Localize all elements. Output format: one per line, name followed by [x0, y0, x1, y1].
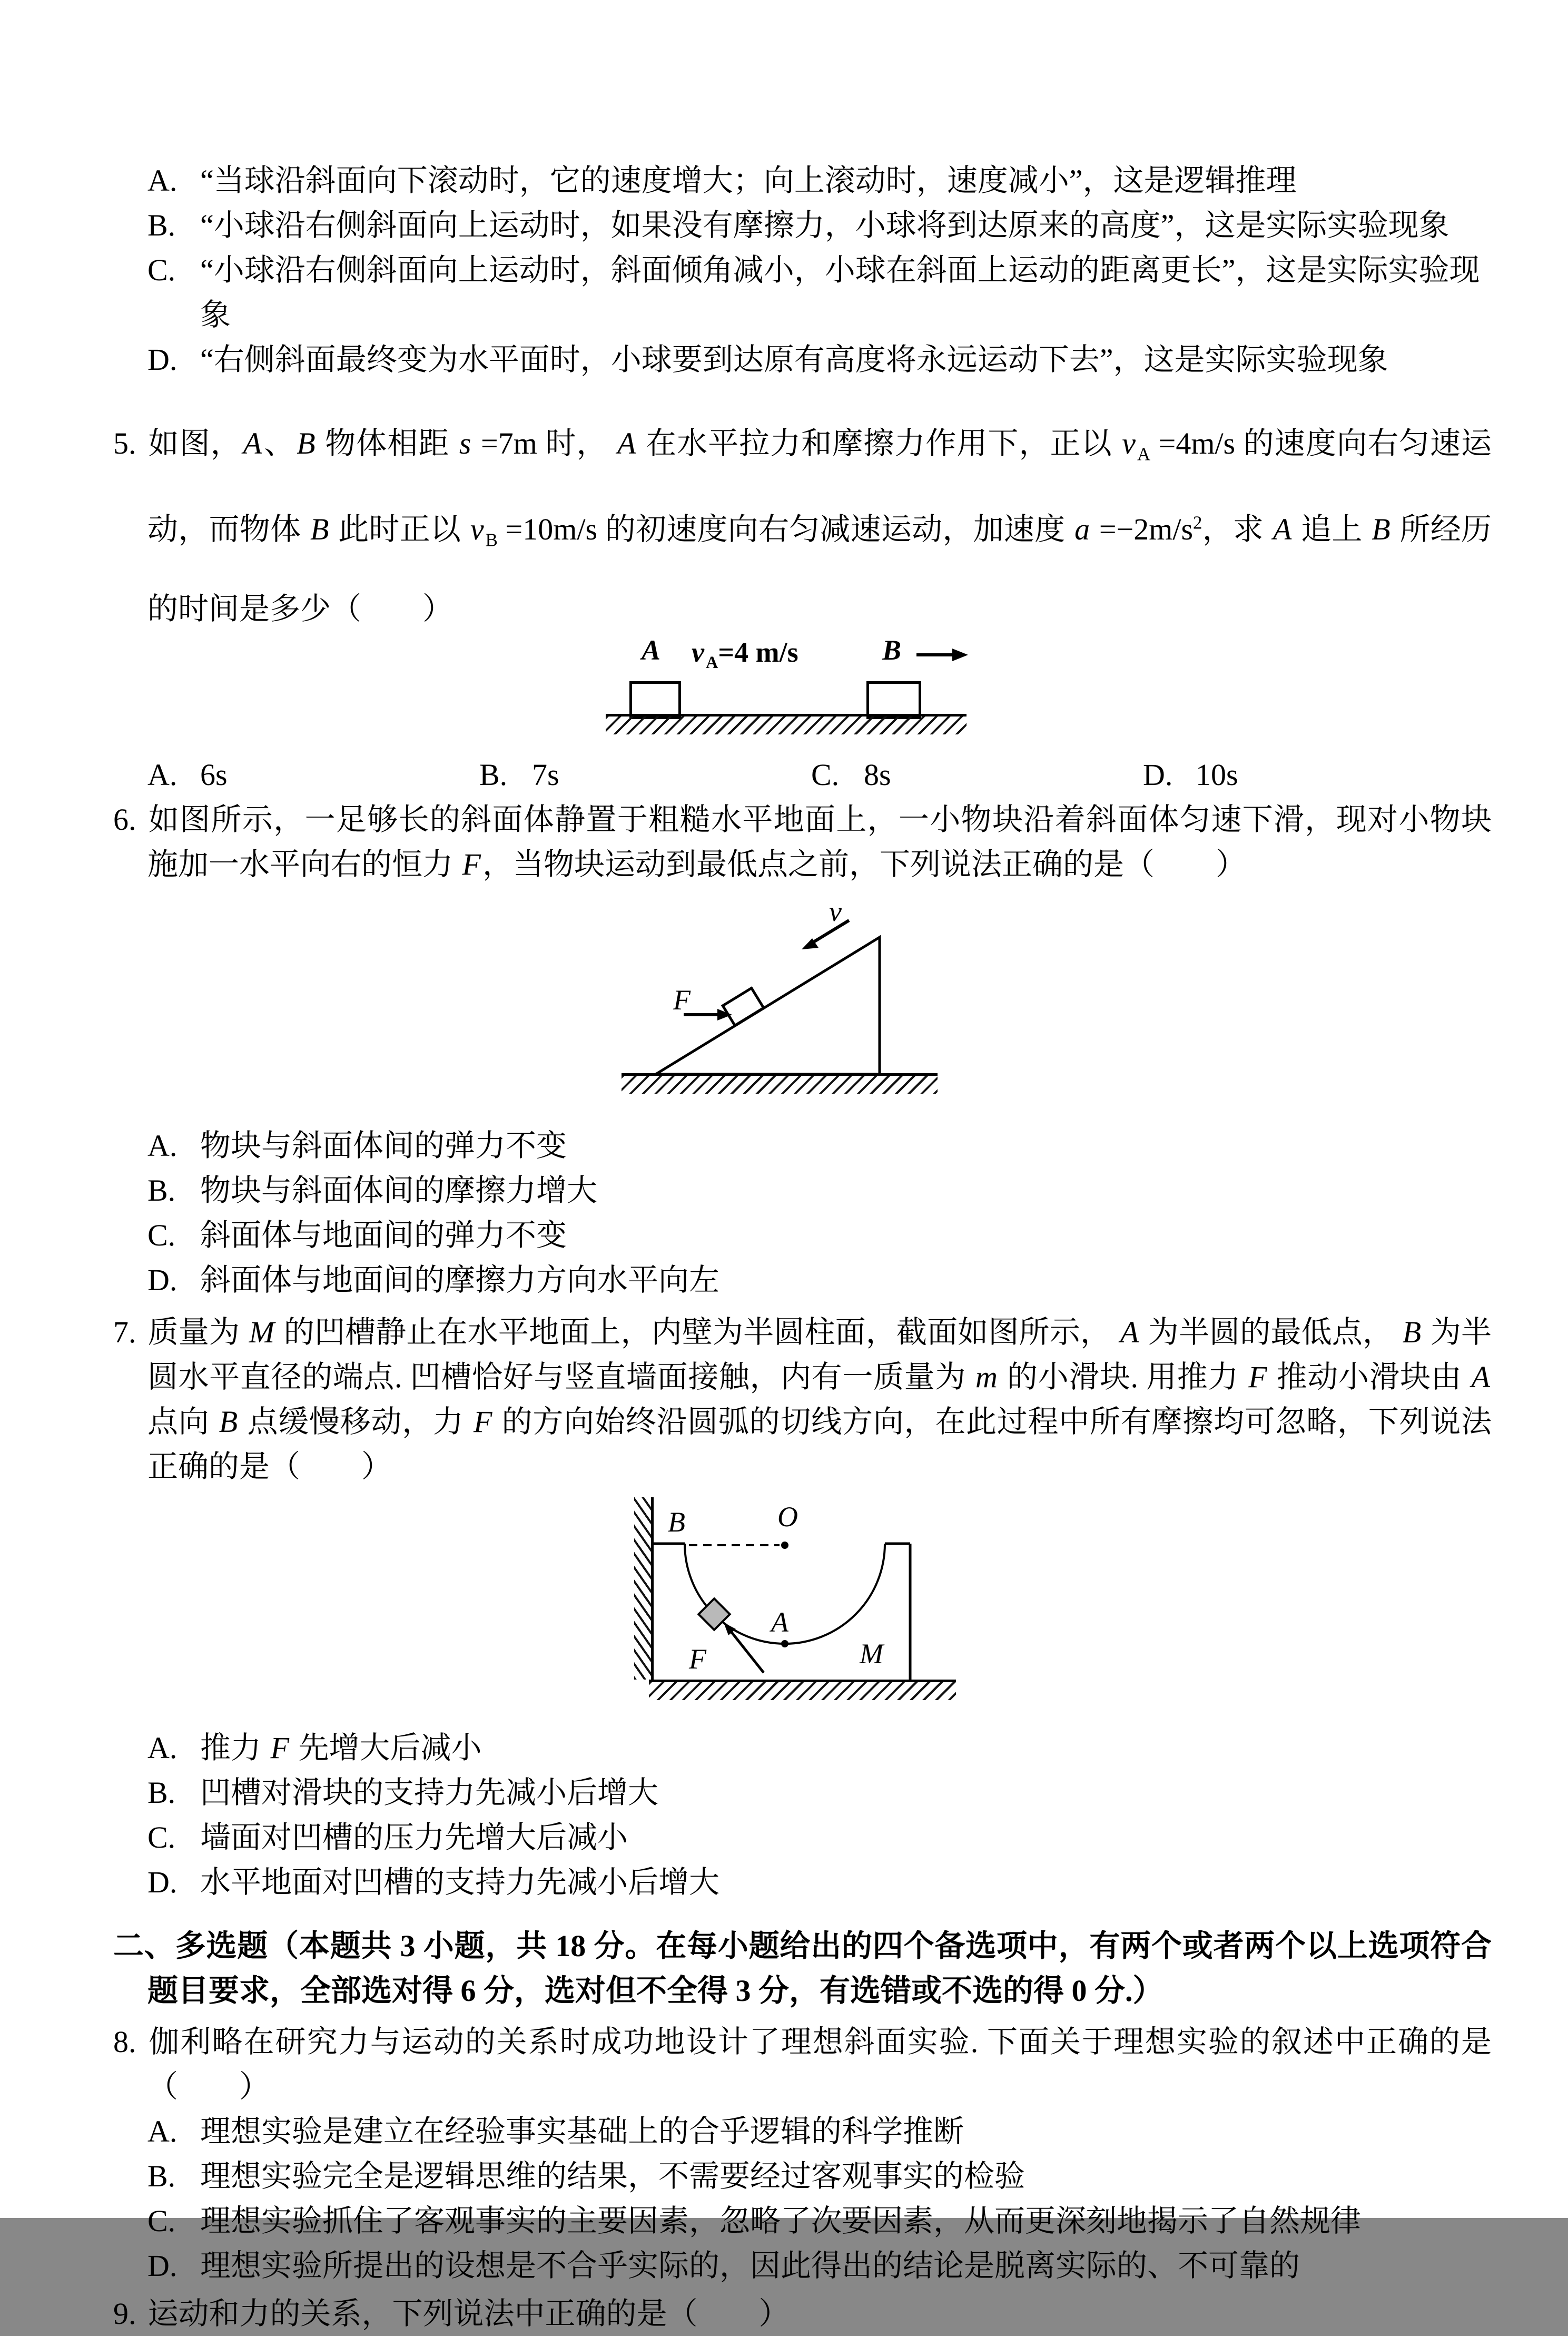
question-8 [113, 2019, 1492, 2288]
question-number: 6. [113, 802, 136, 837]
question-number: 8. [113, 2024, 136, 2059]
force-label: F [673, 984, 691, 1016]
q7-option-b [113, 1770, 1492, 1815]
option-label: B. [147, 2158, 176, 2193]
q8-options [113, 2109, 1492, 2288]
option-text: 6s [200, 757, 228, 792]
option-text: 7s [532, 757, 559, 792]
option-text: 物块与斜面体间的摩擦力增大 [200, 1173, 598, 1208]
option-text: 墙面对凹槽的压力先增大后减小 [200, 1820, 628, 1854]
option-text: 理想实验所提出的设想是不合乎实际的，因此得出的结论是脱离实际的、不可靠的 [200, 2248, 1300, 2283]
option-text: 10s [1196, 757, 1238, 792]
question-9 [113, 2291, 1492, 2336]
option-label: C. [147, 2203, 176, 2238]
center-point-o [781, 1542, 788, 1549]
q7-text [113, 1310, 1492, 1489]
q7-option-c [113, 1815, 1492, 1860]
option-text: 水平地面对凹槽的支持力先减小后增大 [200, 1864, 720, 1899]
option-text: 8s [864, 757, 891, 792]
point-b-label: B [668, 1506, 685, 1538]
option-text: 凹槽对滑块的支持力先减小后增大 [200, 1775, 659, 1810]
option-label: A. [147, 757, 177, 792]
option-text: 理想实验抓住了客观事实的主要因素，忽略了次要因素，从而更深刻地揭示了自然规律 [200, 2203, 1362, 2238]
ground-hatching [606, 714, 967, 734]
option-label: B. [479, 757, 508, 792]
figure-q5 [600, 635, 969, 748]
question-body: 如图，A、B 物体相距 s =7m 时， A 在水平拉力和摩擦力作用下，正以 $v_A =4m/s$ 的速度向右匀速运动，而物体 B 此时正以 $v_B =10m/s$ 的初速度向右匀减速运动，加速度 $a =-2m/s^2$，求 A 追上 B 所经历的时间是多少（ ） [147, 426, 1492, 626]
option-label: C. [147, 253, 176, 287]
lowest-point-a [781, 1640, 788, 1647]
q5-option-a [147, 752, 479, 797]
option-label: A. [147, 2114, 177, 2148]
option-label: D. [1143, 757, 1173, 792]
q6-text [113, 797, 1492, 887]
q5-option-c [811, 752, 1143, 797]
option-label: C. [147, 1820, 176, 1854]
option-label: C. [147, 1218, 176, 1252]
question-number: 7. [113, 1314, 136, 1349]
figure-q7 [606, 1491, 964, 1720]
question-5 [113, 409, 1492, 797]
q7-option-d [113, 1860, 1492, 1905]
vertical-wall [651, 1497, 654, 1682]
q6-option-b [113, 1168, 1492, 1213]
option-text: 物块与斜面体间的弹力不变 [200, 1128, 567, 1163]
ground-hatching [649, 1680, 956, 1700]
option-label: A. [147, 1128, 177, 1163]
option-label: A. [147, 1730, 177, 1765]
option-text: “小球沿右侧斜面向上运动时，斜面倾角减小，小球在斜面上运动的距离更长”，这是实际实验现象 [200, 253, 1480, 332]
q8-option-d [113, 2243, 1492, 2288]
q4-option-d [113, 337, 1492, 382]
q4-option-b [113, 203, 1492, 248]
q8-option-c [113, 2198, 1492, 2243]
section-2-header [113, 1923, 1492, 2013]
question-7 [113, 1310, 1492, 1905]
push-force-arrow-icon [724, 1623, 764, 1673]
option-label: D. [147, 2248, 177, 2283]
option-label: B. [147, 1775, 176, 1810]
q6-option-a [113, 1123, 1492, 1168]
question-body: 如图所示，一足够长的斜面体静置于粗糙水平地面上，一小物块沿着斜面体匀速下滑，现对小物块施加一水平向右的恒力 F，当物块运动到最低点之前，下列说法正确的是（ ） [147, 802, 1492, 881]
ground-hatching [622, 1073, 938, 1094]
option-label: B. [147, 208, 176, 242]
question-body: 伽利略在研究力与运动的关系时成功地设计了理想斜面实验. 下面关于理想实验的叙述中正确的是（ ） [147, 2024, 1492, 2104]
q7-options [113, 1725, 1492, 1905]
q6-options [113, 1123, 1492, 1302]
option-text: 理想实验完全是逻辑思维的结果，不需要经过客观事实的检验 [200, 2158, 1025, 2193]
q8-option-a [113, 2109, 1492, 2154]
option-label: A. [147, 163, 177, 198]
section-number: 二、 [113, 1928, 175, 1963]
option-text: “当球沿斜面向下滚动时，它的速度增大；向上滚动时，速度减小”，这是逻辑推理 [200, 163, 1297, 198]
question-body: 质量为 M 的凹槽静止在水平地面上，内壁为半圆柱面，截面如图所示， A 为半圆的最低点， B 为半圆水平直径的端点. 凹槽恰好与竖直墙面接触，内有一质量为 m 的小滑块. 用推力 F 推动小滑块由 A 点向 B 点缓慢移动，力 F 的方向始终沿圆弧的切线方向，在此过程中所有摩擦均可忽略，下列说法正确的是（ ） [147, 1314, 1492, 1484]
option-text: “小球沿右侧斜面向上运动时，如果没有摩擦力，小球将到达原来的高度”，这是实际实验现象 [200, 208, 1449, 242]
block-on-incline [723, 988, 764, 1025]
question4-options [113, 158, 1492, 382]
q5-option-b [479, 752, 811, 797]
q8-option-b [113, 2154, 1492, 2198]
motion-arrow-icon [916, 649, 968, 661]
groove-mass-label: M [860, 1637, 883, 1670]
wall-hatching [634, 1497, 651, 1680]
option-text: “右侧斜面最终变为水平面时，小球要到达原有高度将永远运动下去”，这是实际实验现象 [200, 342, 1388, 377]
force-label: F [689, 1643, 706, 1675]
option-label: D. [147, 1864, 177, 1899]
option-text: 斜面体与地面间的摩擦力方向水平向左 [200, 1262, 720, 1297]
point-a-label: A [771, 1606, 788, 1638]
q5-text [113, 409, 1492, 643]
option-label: D. [147, 1262, 177, 1297]
section-title: 多选题（本题共 3 小题，共 18 分。在每小题给出的四个备选项中，有两个或者两个以上选项符合题目要求，全部选对得 6 分，选对但不全得 3 分，有选错或不选的得 0 分.） [147, 1928, 1492, 2008]
q8-text [113, 2019, 1492, 2109]
block-b-label: B [882, 634, 902, 666]
q4-option-c [113, 248, 1492, 337]
option-text: 斜面体与地面间的弹力不变 [200, 1218, 567, 1252]
q6-option-c [113, 1213, 1492, 1258]
q4-option-a [113, 158, 1492, 203]
figure-q6 [606, 890, 953, 1119]
question-body: 运动和力的关系，下列说法中正确的是（ ） [147, 2296, 790, 2331]
option-text: 推力 F 先增大后减小 [200, 1730, 482, 1765]
question-number: 5. [113, 426, 136, 460]
q7-option-a [113, 1725, 1492, 1770]
circle-center-label: O [777, 1500, 798, 1533]
q9-text [113, 2291, 1492, 2336]
option-label: D. [147, 342, 177, 377]
q5-option-d [1143, 752, 1475, 797]
incline [656, 937, 880, 1074]
option-text: 理想实验是建立在经验事实基础上的合乎逻辑的科学推断 [200, 2114, 964, 2148]
q6-option-d [113, 1258, 1492, 1302]
velocity-label: v [829, 895, 842, 927]
q5-options [113, 752, 1492, 797]
option-label: B. [147, 1173, 176, 1208]
block-a-label: A [642, 634, 661, 666]
option-label: C. [811, 757, 840, 792]
question-number: 9. [113, 2296, 136, 2331]
speed-label: $v_A=4$ m/s [692, 636, 798, 672]
velocity-arrow-icon [802, 920, 849, 949]
question-6 [113, 797, 1492, 1302]
